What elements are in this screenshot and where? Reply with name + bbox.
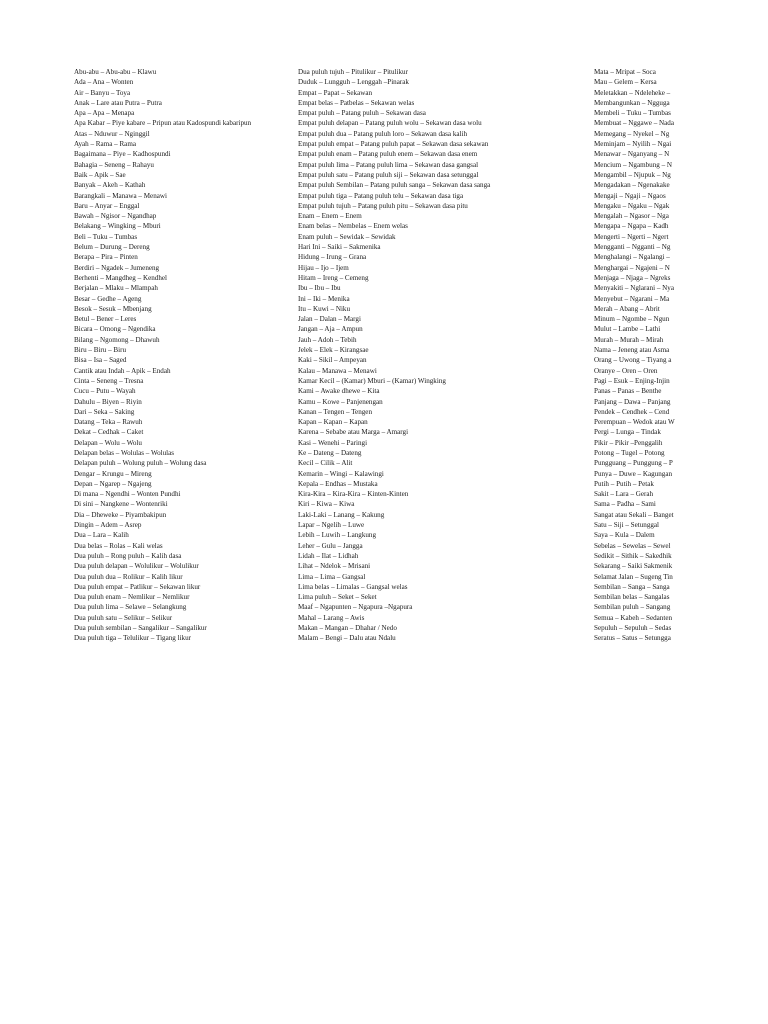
vocabulary-entry: Empat puluh – Patang puluh – Sekawan dasa [298, 109, 426, 118]
vocabulary-entry: Sakit – Lara – Gerah [594, 490, 654, 499]
vocabulary-entry: Apa Kabar – Piye kabare – Pripun atau Kadospundi kabaripun [74, 119, 252, 128]
vocabulary-entry: Orang – Uwong – Tiyang a [594, 356, 672, 365]
vocabulary-entry: Mulut – Lambe – Lathi [594, 325, 661, 334]
vocabulary-entry: Belum – Durung – Dereng [74, 243, 150, 252]
vocabulary-entry: Di sini – Nangkene – Wontenriki [74, 500, 168, 509]
vocabulary-entry: Belakang – Wingking – Mburi [74, 222, 161, 231]
vocabulary-entry: Barangkali – Manawa – Menawi [74, 191, 167, 200]
vocabulary-entry: Betul – Bener – Leres [74, 315, 137, 324]
vocabulary-entry: Kecil – Cilik – Alit [298, 459, 353, 468]
vocabulary-entry: Memegang – Nyekel – Ng [594, 129, 670, 138]
vocabulary-entry: Panas – Panas – Benthe [594, 387, 662, 396]
vocabulary-entry: Berdiri – Ngadek – Jumeneng [74, 263, 160, 272]
vocabulary-entry: Sembilan puluh – Sangang [594, 603, 671, 612]
vocabulary-entry: Empat puluh lima – Patang puluh lima – Sekawan dasa gangsal [298, 160, 479, 169]
vocabulary-entry: Pungguang – Punggung – P [594, 459, 673, 468]
vocabulary-entry: Kemarin – Wingi – Kalawingi [298, 469, 384, 478]
vocabulary-column-3 [594, 67, 768, 644]
vocabulary-entry: Dengar – Krungu – Mireng [74, 469, 152, 478]
vocabulary-entry: Empat puluh delapan – Patang puluh wolu – Sekawan dasa wolu [298, 119, 482, 128]
vocabulary-entry: Oranye – Oren – Oren [594, 366, 658, 375]
vocabulary-entry: Lapar – Ngelih – Luwe [298, 521, 365, 530]
vocabulary-entry: Kapan – Kapan – Kapan [298, 418, 368, 427]
vocabulary-entry: Dia – Dheweke – Piyambakipun [74, 510, 167, 519]
vocabulary-entry: Bisa – Isa – Saged [74, 356, 127, 365]
vocabulary-entry: Meletakkan – Ndeleheke – [594, 88, 671, 97]
vocabulary-entry: Hitam – Ireng – Cemeng [298, 273, 369, 282]
vocabulary-entry: Lebih – Luwih – Langkung [298, 531, 377, 540]
vocabulary-entry: Beli – Tuku – Tumbas [74, 232, 138, 241]
vocabulary-entry: Ada – Ana – Wonten [74, 78, 134, 87]
vocabulary-entry: Besok – Sesuk – Mbenjang [74, 304, 152, 313]
vocabulary-entry: Kira-Kira – Kira-Kira – Kinten-Kinten [298, 490, 409, 499]
vocabulary-entry: Empat puluh empat – Patang puluh papat – Sekawan dasa sekawan [298, 140, 489, 149]
vocabulary-entry: Sekarang – Saiki Sakmenik [594, 562, 673, 571]
vocabulary-entry: Kaki – Sikil – Ampeyan [298, 356, 367, 365]
vocabulary-entry: Mengadakan – Ngenakake [594, 181, 670, 190]
vocabulary-entry: Kepala – Endhas – Mustaka [298, 479, 378, 488]
vocabulary-entry: Dua puluh delapan – Wolulikur – Wolulikur [74, 562, 199, 571]
vocabulary-entry: Sedikit – Sithik – Sakedhik [594, 551, 672, 560]
vocabulary-entry: Kiri – Kiwa – Kiwa [298, 500, 355, 509]
vocabulary-entry: Dua puluh sembilan – Sangalikur – Sangalikur [74, 624, 207, 633]
vocabulary-entry: Enam puluh – Sewidak – Sewidak [298, 232, 396, 241]
vocabulary-entry: Bahagia – Seneng – Rahayu [74, 160, 154, 169]
vocabulary-entry: Kami – Awake dhewe – Kita [298, 387, 380, 396]
vocabulary-entry: Dekat – Cedhak – Caket [74, 428, 144, 437]
vocabulary-entry: Apa – Apa – Menapa [74, 109, 135, 118]
vocabulary-entry: Kanan – Tengen – Tengen [298, 407, 372, 416]
vocabulary-entry: Hidung – Irung – Grana [298, 253, 367, 262]
vocabulary-entry: Empat puluh enam – Patang puluh enem – Sekawan dasa enem [298, 150, 478, 159]
vocabulary-entry: Baik – Apik – Sae [74, 170, 126, 179]
vocabulary-entry: Jelek – Elek – Kirangsae [298, 346, 369, 355]
vocabulary-entry: Membangunkan – Ngguga [594, 98, 670, 107]
vocabulary-entry: Membeli – Tuku – Tumbas [594, 109, 671, 118]
vocabulary-entry: Sepuluh – Sepuluh – Sedas [594, 624, 672, 633]
vocabulary-entry: Semua – Kabeh – Sedanten [594, 613, 673, 622]
vocabulary-entry: Maaf – Ngapunten – Ngapura –Ngapura [298, 603, 413, 612]
vocabulary-entry: Hari Ini – Saiki – Sakmenika [298, 243, 381, 252]
vocabulary-entry: Merah – Abang – Abrit [594, 304, 660, 313]
vocabulary-entry: Dua belas – Rolas – Kali welas [74, 541, 163, 550]
vocabulary-entry: Cucu – Putu – Wayah [74, 387, 136, 396]
vocabulary-entry: Menghalangi – Ngalangi – [594, 253, 670, 262]
vocabulary-entry: Empat – Papat – Sekawan [298, 88, 373, 97]
vocabulary-entry: Empat puluh tujuh – Patang puluh pitu – Sekawan dasa pitu [298, 201, 468, 210]
vocabulary-entry: Ibu – Ibu – Ibu [298, 284, 341, 293]
vocabulary-entry: Potong – Tugel – Potong [594, 448, 665, 457]
vocabulary-entry: Ini – Iki – Menika [298, 294, 350, 303]
vocabulary-entry: Dua puluh dua – Rolikur – Kalih likur [74, 572, 183, 581]
vocabulary-entry: Jalan – Dalan – Margi [298, 315, 361, 324]
vocabulary-entry: Besar – Gedhe – Ageng [74, 294, 142, 303]
vocabulary-entry: Dua puluh lima – Selawe – Selangkung [74, 603, 187, 612]
vocabulary-entry: Dua – Lara – Kalih [74, 531, 129, 540]
vocabulary-entry: Dua puluh tujuh – Pitulikur – Pitulikur [298, 68, 408, 76]
vocabulary-entry: Karena – Sebabe atau Marga – Amargi [298, 428, 409, 437]
vocabulary-entry: Menawar – Nganyang – N [594, 150, 670, 159]
vocabulary-entry: Sangat atau Sekali – Banget [594, 510, 674, 519]
vocabulary-entry: Anak – Lare atau Putra – Putra [74, 98, 162, 107]
vocabulary-entry: Mengapa – Ngapa – Kadh [594, 222, 669, 231]
vocabulary-entry: Empat puluh Sembilan – Patang puluh sanga – Sekawan dasa sanga [298, 181, 491, 190]
vocabulary-entry: Dari – Seka – Saking [74, 407, 135, 416]
vocabulary-entry: Dingin – Adem – Asrep [74, 521, 142, 530]
vocabulary-entry: Laki-Laki – Lanang – Kakung [298, 510, 385, 519]
vocabulary-entry: Perempuan – Wedok atau W [594, 418, 675, 427]
vocabulary-entry: Mengaji – Ngaji – Ngaos [594, 191, 666, 200]
vocabulary-entry: Seratus – Satus – Setungga [594, 634, 671, 643]
vocabulary-entry: Atas – Nduwur – Nginggil [74, 129, 150, 138]
vocabulary-entry: Dua puluh tiga – Telulikur – Tigang likur [74, 634, 192, 643]
vocabulary-entry: Dua puluh empat – Patlikur – Sekawan likur [74, 582, 201, 591]
vocabulary-entry: Biru – Biru – Biru [74, 346, 127, 355]
vocabulary-entry: Ke – Dateng – Dateng [298, 448, 362, 457]
vocabulary-entry: Depan – Ngarep – Ngajeng [74, 479, 152, 488]
vocabulary-entry: Itu – Kuwi – Niku [298, 304, 351, 313]
vocabulary-entry: Dua puluh – Rong puluh – Kalih dasa [74, 551, 182, 560]
vocabulary-entry: Lima – Lima – Gangsal [298, 572, 366, 581]
vocabulary-entry: Bawah – Ngisor – Ngandhap [74, 212, 157, 221]
vocabulary-entry: Panjang – Dawa – Panjang [594, 397, 671, 406]
vocabulary-entry: Berapa – Pira – Pinten [74, 253, 138, 262]
vocabulary-entry: Lihat – Ndelok – Mrisani [298, 562, 371, 571]
vocabulary-entry: Enam belas – Nembelas – Enem welas [298, 222, 408, 231]
vocabulary-entry: Empat belas – Patbelas – Sekawan welas [298, 98, 415, 107]
vocabulary-entry: Menghargai – Ngajeni – N [594, 263, 670, 272]
vocabulary-entry: Mengganti – Ngganti – Ng [594, 243, 671, 252]
vocabulary-entry: Banyak – Akeh – Kathah [74, 181, 146, 190]
vocabulary-entry: Lima puluh – Seket – Seket [298, 593, 377, 602]
vocabulary-entry: Mencium – Ngambung – N [594, 160, 673, 169]
vocabulary-entry: Sembilan – Sanga – Sanga [594, 582, 670, 591]
vocabulary-entry: Mau – Gelem – Kersa [594, 78, 657, 87]
vocabulary-entry: Dua puluh satu – Selikur – Selikur [74, 613, 173, 622]
vocabulary-entry: Empat puluh satu – Patang puluh siji – Sekawan dasa setunggal [298, 170, 479, 179]
vocabulary-entry: Meminjam – Nyilih – Ngai [594, 140, 672, 149]
vocabulary-entry: Putih – Putih – Petak [594, 479, 654, 488]
vocabulary-entry: Datang – Teka – Rawuh [74, 418, 143, 427]
vocabulary-entry: Di mana – Ngendhi – Wonten Pundhi [74, 490, 181, 499]
vocabulary-entry: Jangan – Aja – Ampun [298, 325, 363, 334]
vocabulary-entry: Kamu – Kowe – Panjenengan [298, 397, 383, 406]
vocabulary-entry: Empat puluh tiga – Patang puluh telu – Sekawan dasa tiga [298, 191, 464, 200]
vocabulary-entry: Abu-abu – Abu-abu – Klawu [74, 68, 157, 76]
vocabulary-entry: Nama – Jeneng atau Asma [594, 346, 670, 355]
vocabulary-entry: Air – Banyu – Toya [74, 88, 131, 97]
vocabulary-entry: Menyebut – Ngarani – Ma [594, 294, 670, 303]
vocabulary-entry: Pergi – Lunga – Tindak [594, 428, 661, 437]
vocabulary-entry: Satu – Siji – Setunggal [594, 521, 660, 530]
vocabulary-entry: Delapan – Wolu – Wolu [74, 438, 142, 447]
vocabulary-entry: Empat puluh dua – Patang puluh loro – Sekawan dasa kalih [298, 129, 468, 138]
vocabulary-entry: Membuat – Nggawe – Nada [594, 119, 674, 128]
vocabulary-entry: Bicara – Omong – Ngendika [74, 325, 156, 334]
vocabulary-entry: Cinta – Seneng – Tresna [74, 376, 144, 385]
vocabulary-entry: Lima belas – Limalas – Gangsal welas [298, 582, 408, 591]
vocabulary-entry: Pikir – Pikir –Penggalih [594, 438, 663, 447]
vocabulary-entry: Pagi – Esuk – Enjing-Injin [594, 376, 670, 385]
vocabulary-entry: Saya – Kula – Dalem [594, 531, 655, 540]
vocabulary-column-1 [74, 67, 296, 644]
vocabulary-column-2 [298, 67, 590, 644]
vocabulary-entry: Mengambil – Njupuk – Ng [594, 170, 671, 179]
vocabulary-entry: Mahal – Larang – Awis [298, 613, 365, 622]
vocabulary-entry: Makan – Mangan – Dhahar / Nedo [298, 624, 397, 633]
vocabulary-entry: Mata – Mripat – Soca [594, 68, 656, 76]
vocabulary-entry: Bilang – Ngomong – Dhawuh [74, 335, 160, 344]
vocabulary-entry: Menjaga – Njaga – Ngreks [594, 273, 671, 282]
vocabulary-entry: Jauh – Adoh – Tebih [298, 335, 357, 344]
vocabulary-entry: Pendek – Cendhek – Cend [594, 407, 670, 416]
vocabulary-entry: Dahulu – Biyen – Riyin [74, 397, 142, 406]
vocabulary-entry: Mengerti – Ngerti – Ngert [594, 232, 669, 241]
vocabulary-entry: Punya – Duwe – Kagungan [594, 469, 673, 478]
vocabulary-entry: Sama – Padha – Sami [594, 500, 656, 509]
vocabulary-entry: Mengaku – Ngaku – Ngak [594, 201, 670, 210]
vocabulary-entry: Hijau – Ijo – Ijem [298, 263, 349, 272]
vocabulary-entry: Lidah – Ilat – Lidhah [298, 551, 359, 560]
vocabulary-entry: Baru – Anyar – Enggal [74, 201, 140, 210]
vocabulary-entry: Delapan belas – Wolulas – Wolulas [74, 448, 175, 457]
vocabulary-entry: Cantik atau Indah – Apik – Endah [74, 366, 171, 375]
vocabulary-entry: Kasi – Wenehi – Paringi [298, 438, 368, 447]
vocabulary-entry: Sebelas – Sewelas – Sewel [594, 541, 671, 550]
vocabulary-entry: Malam – Bengi – Dalu atau Ndalu [298, 634, 396, 643]
vocabulary-entry: Menyakiti – Nglarani – Nya [594, 284, 674, 293]
vocabulary-entry: Bagaimana – Piye – Kadhospundi [74, 150, 171, 159]
vocabulary-entry: Leher – Gulu – Jangga [298, 541, 363, 550]
vocabulary-entry: Mengalah – Ngasor – Nga [594, 212, 669, 221]
vocabulary-entry: Berhenti – Mangdheg – Kendhel [74, 273, 167, 282]
vocabulary-entry: Sembilan belas – Sangalas [594, 593, 670, 602]
vocabulary-entry: Berjalan – Mlaku – Mlampah [74, 284, 158, 293]
vocabulary-entry: Dua puluh enam – Nemlikur – Nemlikur [74, 593, 190, 602]
vocabulary-entry: Minum – Ngombe – Ngun [594, 315, 670, 324]
vocabulary-entry: Delapan puluh – Wolung puluh – Wolung dasa [74, 459, 207, 468]
vocabulary-entry: Murah – Murah – Mirah [594, 335, 664, 344]
vocabulary-entry: Kamar Kecil – (Kamar) Mburi – (Kamar) Wingking [298, 376, 446, 385]
vocabulary-entry: Enam – Enem – Enem [298, 212, 362, 221]
vocabulary-entry: Duduk – Lungguh – Lenggah –Pinarak [298, 78, 409, 87]
vocabulary-entry: Selamat Jalan – Sugeng Tin [594, 572, 673, 581]
vocabulary-entry: Kalau – Manawa – Menawi [298, 366, 377, 375]
vocabulary-entry: Ayah – Rama – Rama [74, 140, 136, 149]
